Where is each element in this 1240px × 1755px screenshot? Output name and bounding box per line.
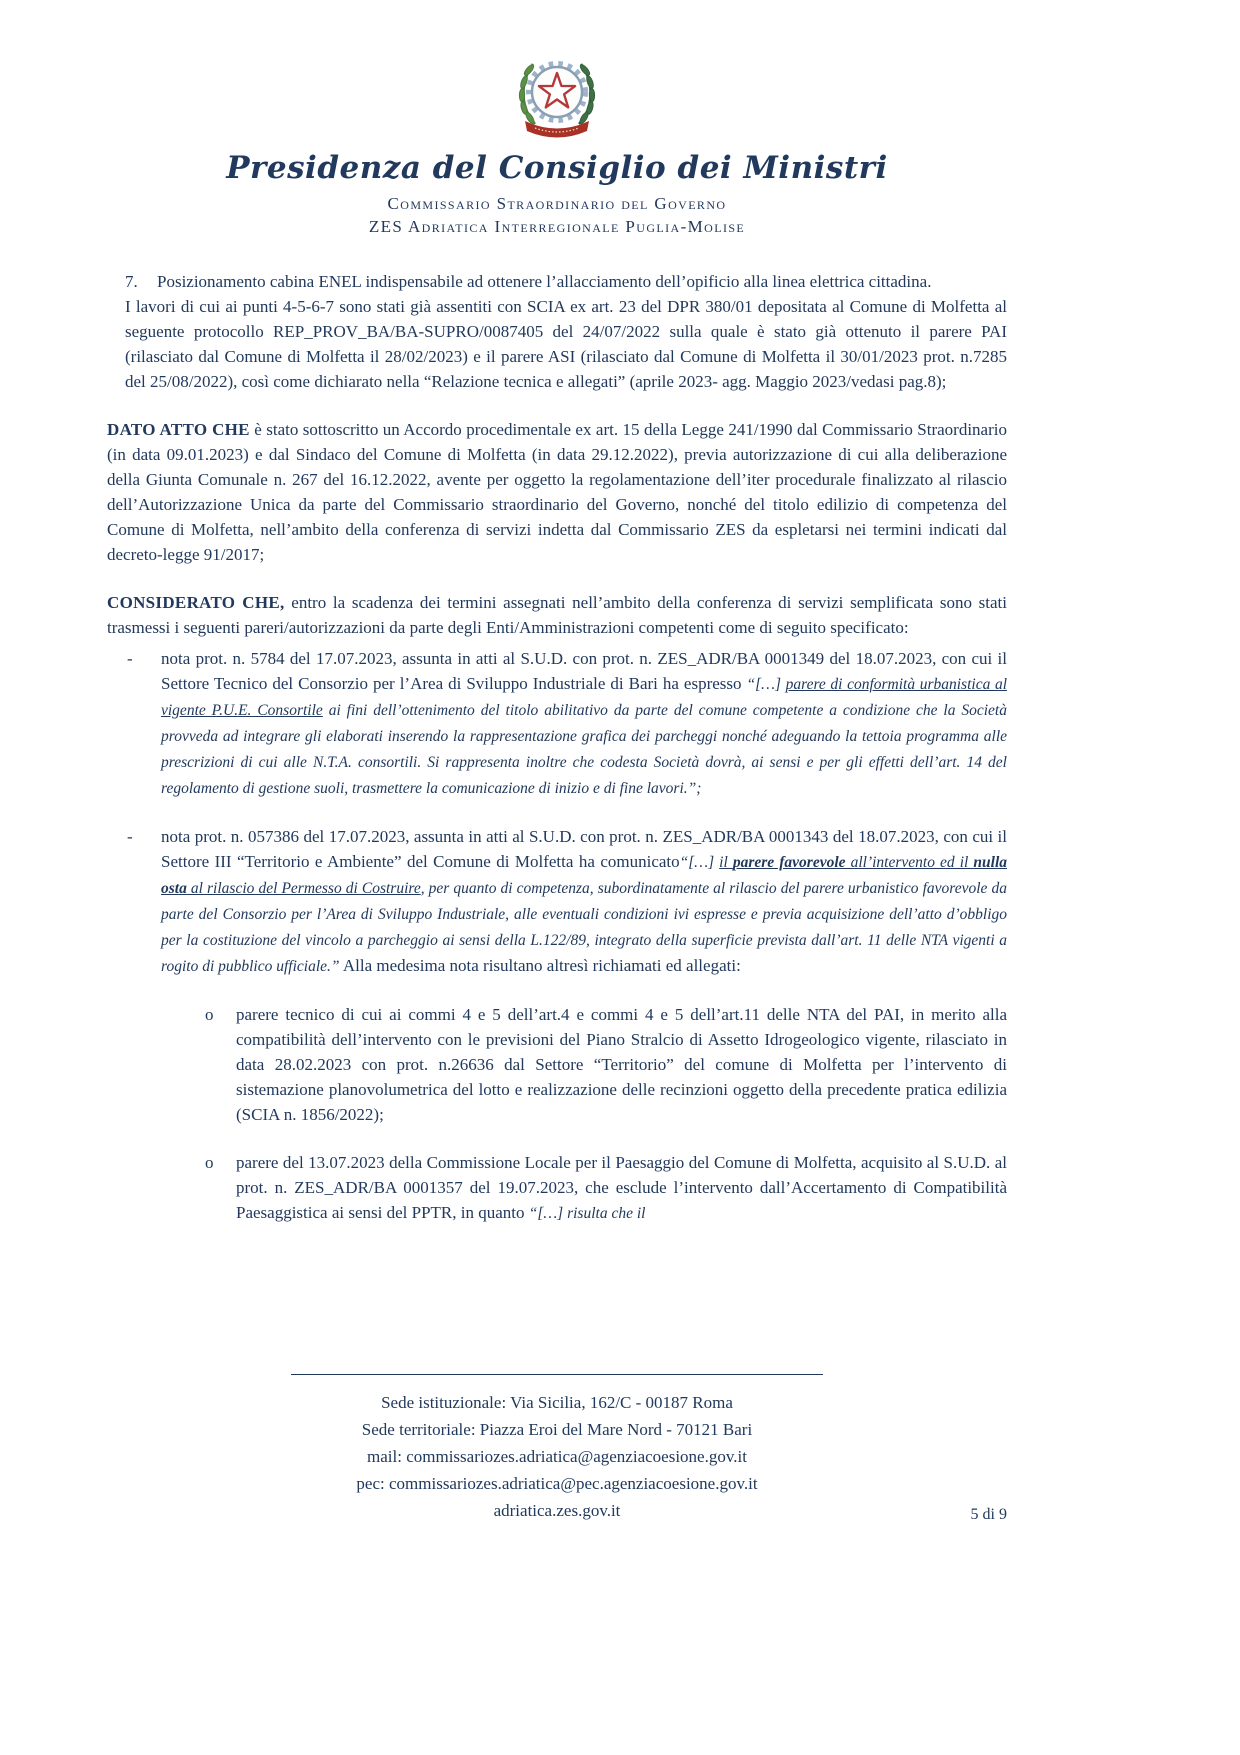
sub-bullet-marker: o (205, 1153, 214, 1172)
footer-website: adriatica.zes.gov.it (493, 1501, 621, 1520)
quote-underlined-run: al rilascio del Permesso di Costruire (186, 880, 421, 897)
dato-atto-lead: DATO ATTO CHE (107, 420, 250, 439)
org-subtitle-zes: ZES Adriatica Interregionale Puglia-Molise (368, 217, 746, 236)
nota-057386-intro: nota prot. n. 057386 del 17.07.2023, assunta in atti al S.U.D. con prot. n. ZES_ADR/BA 0001343 del 18.07.2023, con cui il Settore III “Territorio e Ambiente” del Comune di Molfetta ha comunicato (161, 827, 1007, 871)
quote-underlined-run: all’intervento ed il (845, 854, 974, 871)
page-number: 5 di 9 (970, 1506, 1007, 1523)
sub-item-parere-tecnico-text: parere tecnico di cui ai commi 4 e 5 dell’art.4 e commi 4 e 5 dell’art.11 delle NTA del PAI, in merito alla compatibilità dell’intervento con le previsioni del Piano Stralcio di Assetto Idrogeologico vigente, rilasciato in data 28.02.2023 con prot. n.26636 dal Settore “Territorio” del comune di Molfetta per l’intervento di sistemazione planovolumetrica del lotto e realizzazione delle recinzioni oggetto della precedente pratica edilizia (SCIA n. 1856/2022); (236, 1005, 1007, 1124)
parere-favorevole-run: parere favorevole (732, 854, 846, 871)
nota-057386-outro: Alla medesima nota risultano altresì richiamati ed allegati: (339, 956, 741, 975)
bullet-nota-5784-text (161, 646, 1007, 801)
considerato-text: entro la scadenza dei termini assegnati nell’ambito della conferenza di servizi semplificata sono stati trasmessi i seguenti pareri/autorizzazioni da parte degli Enti/Amministrazioni competenti come di seguito specificato: (107, 593, 1007, 637)
list-item-7 (107, 269, 1007, 294)
bullet-marker: - (127, 827, 133, 846)
footer-mail: mail: commissariozes.adriatica@agenziacoesione.gov.it (367, 1447, 747, 1466)
footer-address-bari: Sede territoriale: Piazza Eroi del Mare Nord - 70121 Bari (361, 1420, 753, 1439)
quote-open-run: “[…] (679, 854, 720, 871)
quote-underlined-run: parere di conformità urbanistica al vigente P.U.E. Consortile (161, 676, 1007, 719)
considerato-lead: CONSIDERATO CHE, (107, 593, 285, 612)
paragraph-dato-atto (107, 417, 1007, 567)
quote-underlined-run: il (719, 854, 733, 871)
bullet-nota-5784 (107, 646, 1007, 801)
paragraph-considerato (107, 590, 1007, 640)
quote-body-run: ai fini dell’ottenimento del titolo abilitativo da parte del comune competente a condizione che la Società provveda ad integrare gli elaborati inserendo la rappresentazione grafica dei parcheggi nonché adeguando la tettoia programma alle prescrizioni di cui alle N.T.A. consortili. Si rappresenta inoltre che codesta Società dovrà, ai sensi e per gli effetti dell’art. 14 del regolamento di gestione suoli, trasmettere la comunicazione di inizio e di fine lavori.”; (161, 702, 1007, 797)
sub-item-parere-tecnico (107, 1002, 1007, 1127)
quote-open-run: “[…] risulta che il (528, 1205, 646, 1222)
org-title: Presidenza del Consiglio dei Ministri (226, 150, 888, 186)
org-subtitle-commissario: Commissario Straordinario del Governo (387, 194, 727, 213)
italy-emblem-icon (509, 48, 605, 140)
footer-address-roma: Sede istituzionale: Via Sicilia, 162/C - 00187 Roma (381, 1393, 733, 1412)
document-body (107, 269, 1007, 1226)
list-item-7-marker: 7. (125, 272, 138, 291)
paragraph-lavori: I lavori di cui ai punti 4-5-6-7 sono stati già assentiti con SCIA ex art. 23 del DPR 380/01 depositata al Comune di Molfetta al seguente protocollo REP_PROV_BA/BA-SUPRO/0087405 del 24/07/2022 sulla quale è stato già ottenuto il parere PAI (rilasciato dal Comune di Molfetta il 28/02/2023) e il parere ASI (rilasciato dal Comune di Molfetta il 30/01/2023 prot. n.7285 del 25/08/2022), così come dichiarato nella “Relazione tecnica e allegati” (aprile 2023- agg. Maggio 2023/vedasi pag.8); (125, 297, 1007, 391)
sub-item-parere-paesaggio (107, 1150, 1007, 1226)
page-content (107, 0, 1007, 1226)
quote-body-run: , per quanto di competenza, subordinatamente al rilascio del parere urbanistico favorevole da parte del Consorzio per l’Area di Sviluppo Industriale, alle eventuali condizioni ivi espresse e previa acquisizione dell’atto d’obbligo per la costituzione del vincolo a parcheggio ai sensi della L.122/89, integrato della superficie prevista dall’art. 11 delle NTA vigenti a rogito di pubblico ufficiale.” (161, 880, 1007, 975)
document-header (107, 0, 1007, 237)
quote-open-run: “[…] (746, 676, 786, 693)
footer-divider (291, 1374, 823, 1375)
bullet-marker: - (127, 649, 133, 668)
sub-item-parere-paesaggio-text (236, 1150, 1007, 1226)
dato-atto-text: è stato sottoscritto un Accordo procedimentale ex art. 15 della Legge 241/1990 dal Commissario Straordinario (in data 09.01.2023) e dal Sindaco del Comune di Molfetta (in data 29.12.2022), previa autorizzazione di cui alla deliberazione della Giunta Comunale n. 267 del 16.12.2022, avente per oggetto la regolamentazione dell’iter procedurale finalizzato al rilascio dell’Autorizzazione Unica da parte del Commissario straordinario del Governo, nonché del titolo edilizio di competenza del Comune di Molfetta, nell’ambito della conferenza di servizi indetta dal Commissario ZES da espletarsi nei termini indicati dal decreto-legge 91/2017; (107, 420, 1007, 564)
parere-paesaggio-intro: parere del 13.07.2023 della Commissione Locale per il Paesaggio del Comune di Molfetta, acquisito al S.U.D. al prot. n. ZES_ADR/BA 0001357 del 19.07.2023, che esclude l’intervento dall’Accertamento di Compatibilità Paesaggistica ai sensi del PPTR, in quanto (236, 1153, 1007, 1222)
list-item-7-text: Posizionamento cabina ENEL indispensabile ad ottenere l’allacciamento dell’opificio alla linea elettrica cittadina. (157, 272, 932, 291)
sub-bullet-marker: o (205, 1005, 214, 1024)
footer-pec: pec: commissariozes.adriatica@pec.agenziacoesione.gov.it (356, 1474, 758, 1493)
nota-5784-intro: nota prot. n. 5784 del 17.07.2023, assunta in atti al S.U.D. con prot. n. ZES_ADR/BA 0001349 del 18.07.2023, con cui il Settore Tecnico del Consorzio per l’Area di Sviluppo Industriale di Bari ha espresso (161, 649, 1007, 693)
document-footer (107, 1374, 1007, 1524)
bullet-nota-057386-text (161, 824, 1007, 979)
nulla-osta-run: nulla osta (161, 854, 1007, 897)
bullet-nota-057386 (107, 824, 1007, 979)
